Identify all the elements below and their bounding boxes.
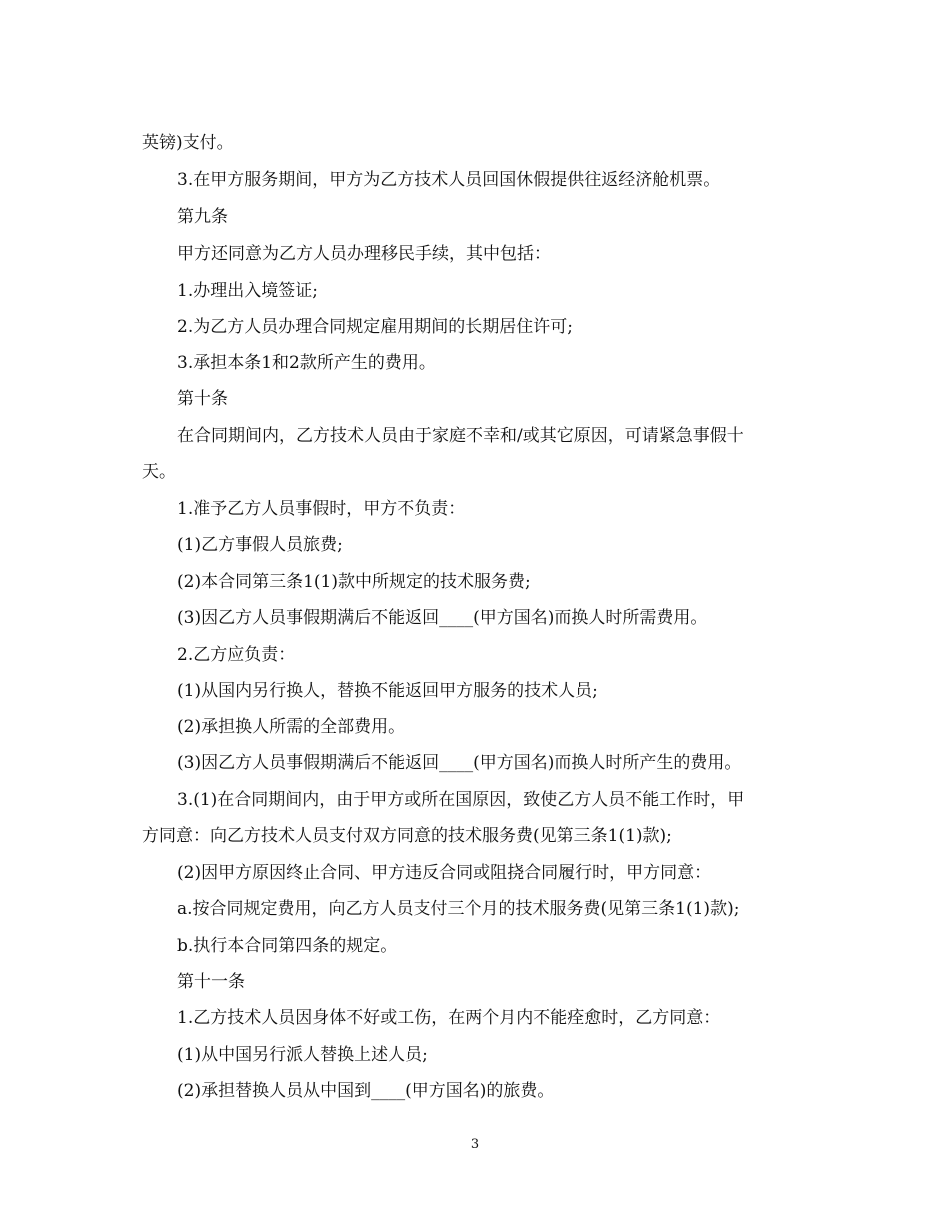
text-line-continuation: 英镑)支付。: [142, 133, 234, 153]
text-line-subitem-3: (3)因乙方人员事假期满后不能返回____(甲方国名)而换人时所需费用。: [177, 608, 708, 628]
text-line-item-2: 2.为乙方人员办理合同规定雇用期间的长期居住许可;: [177, 317, 573, 337]
text-line-subitem-2: (2)本合同第三条1(1)款中所规定的技术服务费;: [177, 572, 531, 592]
text-line-subitem-1: (1)从国内另行换人，替换不能返回甲方服务的技术人员;: [177, 681, 598, 701]
text-line-subitem-2: (2)因甲方原因终止合同、甲方违反合同或阻挠合同履行时，甲方同意：: [177, 863, 712, 883]
text-line-clause-3: 3.在甲方服务期间，甲方为乙方技术人员回国休假提供往返经济舱机票。: [177, 170, 721, 190]
text-line-item-3: 3.承担本条1和2款所产生的费用。: [177, 353, 436, 373]
text-line-subitem-2: (2)承担换人所需的全部费用。: [177, 717, 406, 737]
text-line-subitem-3: (3)因乙方人员事假期满后不能返回____(甲方国名)而换人时所产生的费用。: [177, 753, 742, 773]
text-line-subitem-1: (1)从中国另行派人替换上述人员;: [177, 1045, 428, 1065]
article-heading-10: 第十条: [177, 389, 228, 409]
text-line-subitem-b: b.执行本合同第四条的规定。: [177, 936, 398, 956]
text-line-item-2: 2.乙方应负责：: [177, 645, 296, 665]
text-line-item-1: 1.准予乙方人员事假时，甲方不负责：: [177, 499, 466, 519]
text-line-item-3: 3.(1)在合同期间内，由于甲方或所在国原因，致使乙方人员不能工作时，甲: [177, 790, 745, 810]
text-line-continuation: 天。: [142, 462, 176, 482]
text-line-subitem-a: a.按合同规定费用，向乙方人员支付三个月的技术服务费(见第三条1(1)款);: [177, 899, 740, 919]
article-heading-11: 第十一条: [177, 972, 245, 992]
text-line-paragraph: 甲方还同意为乙方人员办理移民手续，其中包括：: [177, 244, 551, 264]
page-number: 3: [470, 1137, 480, 1152]
text-line-subitem-2: (2)承担替换人员从中国到____(甲方国名)的旅费。: [177, 1081, 555, 1101]
text-line-subitem-1: (1)乙方事假人员旅费;: [177, 535, 343, 555]
text-line-item-1: 1.办理出入境签证;: [177, 281, 318, 301]
text-line-paragraph: 在合同期间内，乙方技术人员由于家庭不幸和/或其它原因，可请紧急事假十: [177, 426, 744, 446]
text-line-continuation: 方同意：向乙方技术人员支付双方同意的技术服务费(见第三条1(1)款);: [142, 826, 672, 846]
article-heading-9: 第九条: [177, 207, 228, 227]
text-line-item-1: 1.乙方技术人员因身体不好或工伤，在两个月内不能痊愈时，乙方同意：: [177, 1008, 721, 1028]
